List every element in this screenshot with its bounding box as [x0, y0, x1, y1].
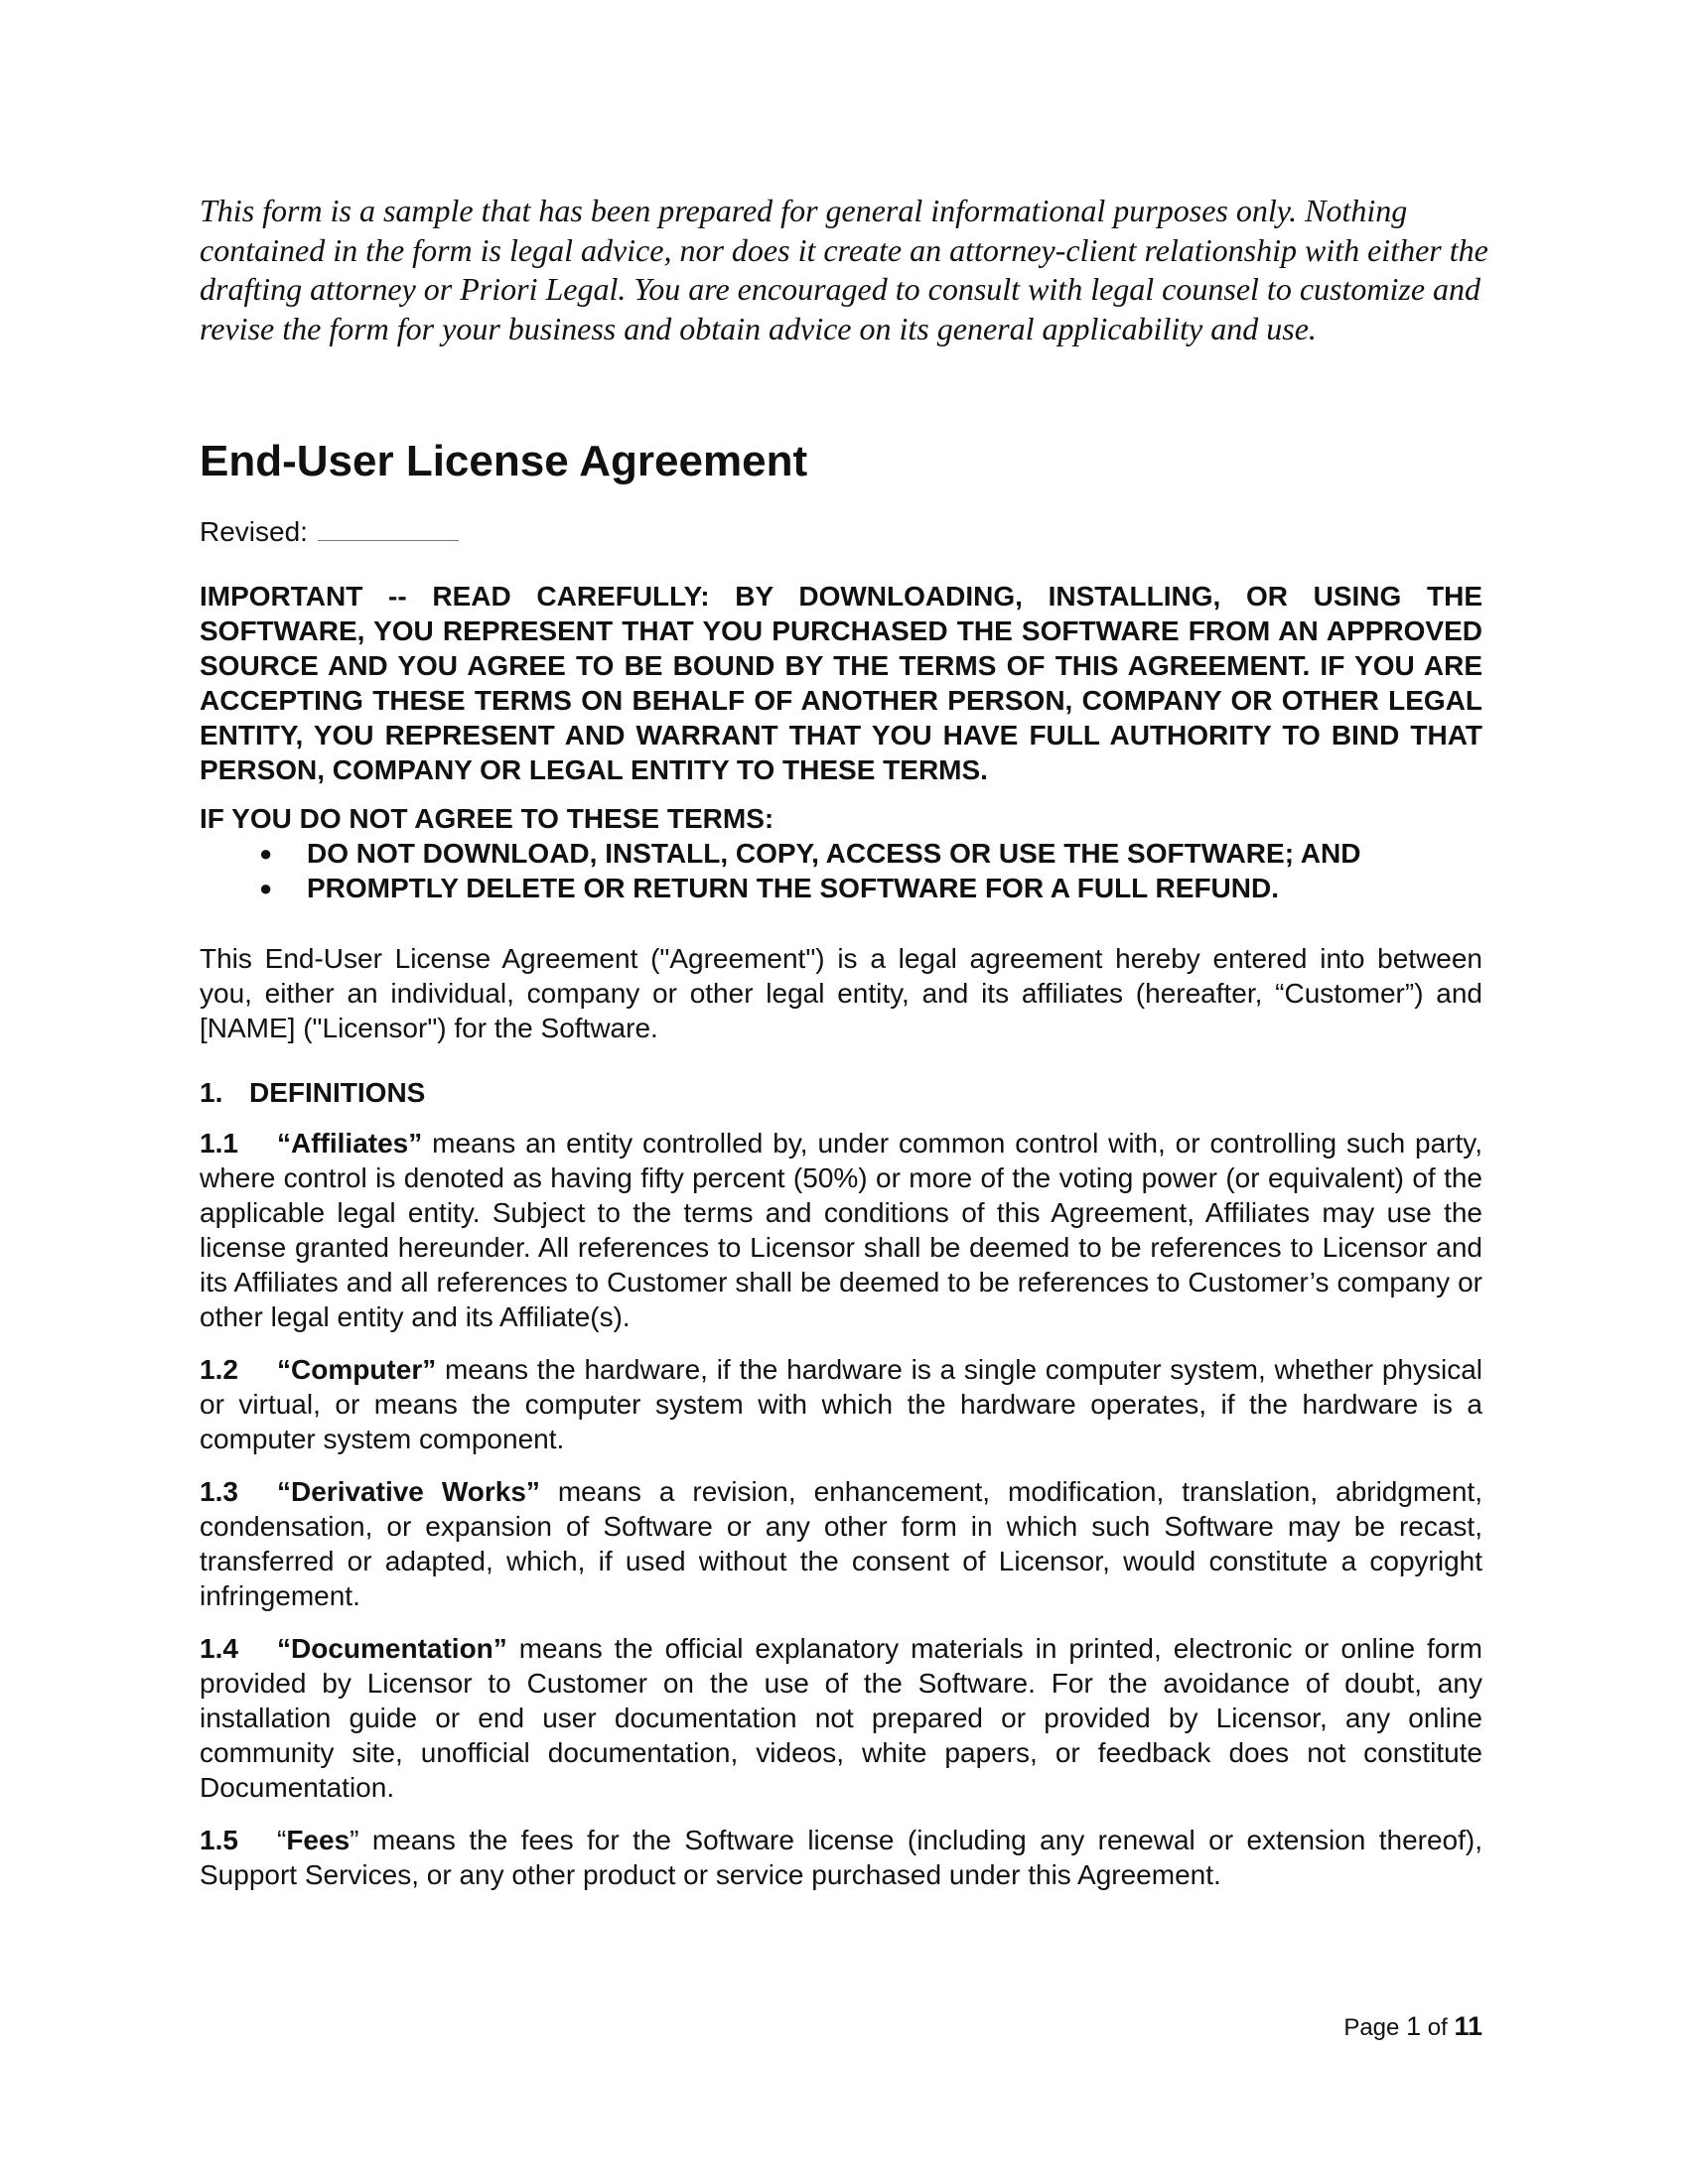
definition-term: “Derivative Works”: [277, 1476, 540, 1507]
definition-number: 1.3: [200, 1476, 238, 1507]
definition-term: “Computer”: [277, 1354, 437, 1385]
document-title: End-User License Agreement: [200, 437, 808, 485]
definition-number: 1.2: [200, 1354, 238, 1385]
definition-number: 1.5: [200, 1825, 238, 1855]
definition-number: 1.4: [200, 1633, 238, 1664]
footer-page-word: Page: [1343, 2014, 1400, 2041]
page-content: [200, 192, 1488, 1892]
revised-label: Revised:: [200, 516, 308, 547]
definition-text: means an entity controlled by, under common control with, or controlling such party, where control is denoted as having fifty percent (50%) or more of the voting power (or equivalent) of the applicable legal entity. Subject to the terms and conditions of this Agreement, Affiliates may use the license granted hereunder. All references to Licensor shall be deemed to be references to Licensor and its Affiliates and all references to Customer shall be deemed to be references to Customer’s company or other legal entity and its Affiliate(s).: [200, 1128, 1482, 1332]
section-heading: [200, 1075, 1482, 1110]
bullet-item: [200, 836, 1482, 871]
definition-text: means the official explanatory materials in printed, electronic or online form provided by Licensor to Customer on the use of the Software. For the avoidance of doubt, any installation guide or end user documentation not prepared or provided by Licensor, any online community site, unofficial documentation, videos, white papers, or feedback does not constitute Documentation.: [200, 1633, 1482, 1803]
bullet-item: [200, 871, 1482, 905]
definition-term: “Documentation”: [277, 1633, 507, 1664]
definition-item: [200, 1126, 1482, 1334]
footer-total-pages: 11: [1454, 2011, 1482, 2041]
footer-of-word: of: [1427, 2014, 1448, 2041]
section-number: 1.: [200, 1077, 223, 1108]
definition-term: Fees: [286, 1825, 351, 1855]
definition-item: [200, 1352, 1482, 1456]
section-title: DEFINITIONS: [249, 1077, 426, 1108]
definition-quote-close: ”: [350, 1825, 359, 1855]
refusal-bullet-list: [200, 836, 1482, 905]
bullet-icon: ●: [259, 876, 273, 900]
important-notice: IMPORTANT -- READ CAREFULLY: BY DOWNLOADING, INSTALLING, OR USING THE SOFTWARE, YOU REPRESENT THAT YOU PURCHASED THE SOFTWARE FROM AN APPROVED SOURCE AND YOU AGREE TO BE BOUND BY THE TERMS OF THIS AGREEMENT. IF YOU ARE ACCEPTING THESE TERMS ON BEHALF OF ANOTHER PERSON, COMPANY OR OTHER LEGAL ENTITY, YOU REPRESENT AND WARRANT THAT YOU HAVE FULL AUTHORITY TO BIND THAT PERSON, COMPANY OR LEGAL ENTITY TO THESE TERMS.: [200, 581, 1482, 785]
definition-text: means a revision, enhancement, modification, translation, abridgment, condensation, or expansion of Software or any other form in which such Software may be recast, transferred or adapted, which, if used without the consent of Licensor, would constitute a copyright infringement.: [200, 1476, 1482, 1611]
definition-term: “Affiliates”: [277, 1128, 423, 1159]
if-not-agree-heading: IF YOU DO NOT AGREE TO THESE TERMS:: [200, 803, 774, 834]
definition-quote-open: “: [277, 1825, 287, 1855]
definition-item: [200, 1474, 1482, 1613]
bullet-icon: ●: [259, 841, 273, 866]
definition-number: 1.1: [200, 1128, 238, 1159]
definition-text: means the hardware, if the hardware is a single computer system, whether physical or virtual, or means the computer system with which the hardware operates, if the hardware is a computer system component.: [200, 1354, 1482, 1454]
revised-date-blank: [318, 518, 459, 541]
footer-current-page: 1: [1406, 2011, 1422, 2041]
intro-paragraph: This End-User License Agreement ("Agreement") is a legal agreement hereby entered into between you, either an individual, company or other legal entity, and its affiliates (hereafter, “Customer”) and [NAME] ("Licensor") for the Software.: [200, 943, 1482, 1043]
definition-item: [200, 1631, 1482, 1805]
bullet-text: DO NOT DOWNLOAD, INSTALL, COPY, ACCESS OR USE THE SOFTWARE; AND: [307, 838, 1361, 869]
definition-item: [200, 1823, 1482, 1892]
revised-line: [200, 515, 1482, 549]
bullet-text: PROMPTLY DELETE OR RETURN THE SOFTWARE FOR A FULL REFUND.: [307, 873, 1279, 903]
disclaimer-paragraph: This form is a sample that has been prepared for general informational purposes only. Nothing contained in the form is legal advice, nor does it create an attorney-client relationship with either the drafting attorney or Priori Legal. You are encouraged to consult with legal counsel to customize and revise the form for your business and obtain advice on its general applicability and use.: [200, 193, 1488, 346]
page-footer: [1343, 2011, 1482, 2043]
definition-text: means the fees for the Software license (including any renewal or extension thereof), Support Services, or any other product or service purchased under this Agreement.: [200, 1825, 1482, 1890]
